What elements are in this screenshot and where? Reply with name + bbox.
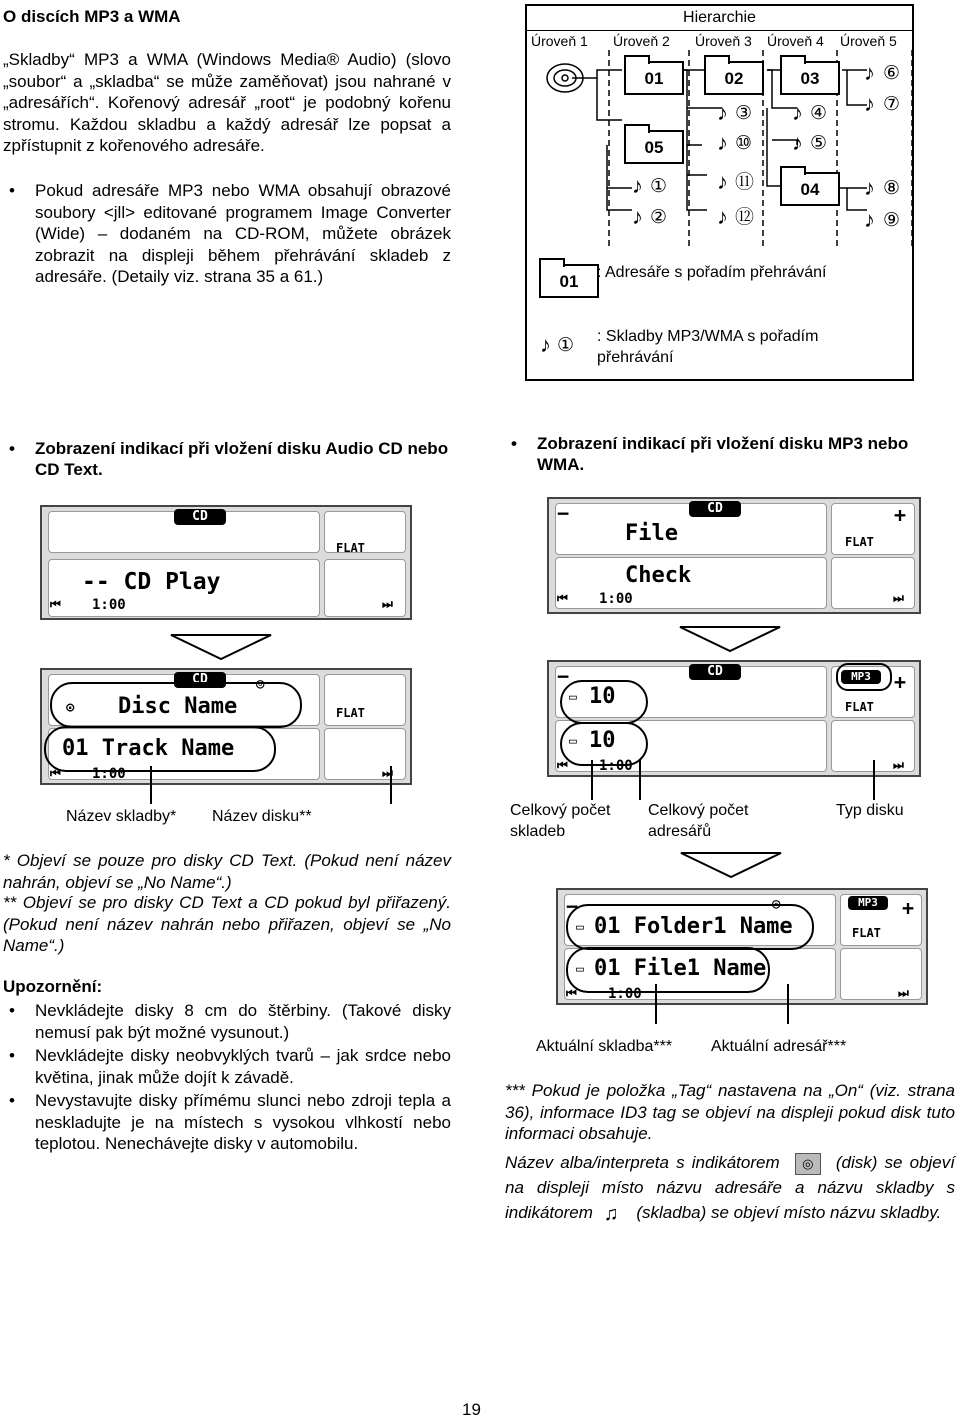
flat-label: FLAT bbox=[852, 926, 881, 940]
music-note-icon: ♪ bbox=[864, 60, 875, 85]
folder-04: 04 bbox=[780, 172, 840, 206]
level-3: Úroveň 3 bbox=[695, 33, 752, 49]
legend-folder-text: : Adresáře s pořadím přehrávání bbox=[597, 264, 827, 281]
callout-lines bbox=[590, 760, 920, 804]
flat-label: FLAT bbox=[845, 535, 874, 549]
image-bullet: • Pokud adresáře MP3 nebo WMA obsahují obrazové soubory <jll> editované programem Image Converter (Wide) – dodaném na CD-ROM, můžete obrázek zobrazit na displeji během přehrávání skladeb z adresáře. (Detaily viz. strana 35 a 61.) bbox=[35, 180, 451, 288]
track-4: ④ bbox=[810, 103, 828, 124]
cd-label: CD bbox=[689, 501, 741, 517]
elapsed-time: 1:00 bbox=[599, 758, 633, 774]
caption-current-track: Aktuální skladba*** bbox=[536, 1038, 673, 1055]
caption-total-tracks: Celkový počet skladeb bbox=[510, 802, 611, 840]
disc-type-highlight bbox=[836, 663, 892, 691]
minus-button: − bbox=[557, 501, 570, 525]
music-note-icon: ♪ bbox=[792, 100, 803, 125]
track-7: ⑦ bbox=[883, 94, 901, 115]
elapsed-time: 1:00 bbox=[92, 766, 126, 782]
legend-track-num: ① bbox=[557, 335, 575, 356]
folder-icon: ▭ bbox=[576, 920, 584, 935]
music-note-icon: ♪ bbox=[632, 173, 643, 198]
elapsed-time: 1:00 bbox=[608, 986, 642, 1002]
track-2: ② bbox=[650, 207, 668, 228]
track-5: ⑤ bbox=[810, 133, 828, 154]
count-highlight bbox=[560, 680, 648, 724]
track-6: ⑥ bbox=[883, 63, 901, 84]
note-track-name: * Objeví se pouze pro disky CD Text. (Pokud není název nahrán, objeví se „No Name“.) bbox=[3, 851, 451, 892]
album-note-middle: (disk) se objeví na displeji místo názvu adresáře a názvu skladby s indikátorem bbox=[505, 1153, 955, 1222]
folder-02: 02 bbox=[704, 61, 764, 95]
warning-title: Upozornění: bbox=[3, 977, 103, 996]
level-4: Úroveň 4 bbox=[767, 33, 824, 49]
disc-indicator-icon: ◎ bbox=[795, 1153, 821, 1175]
minus-button: − bbox=[566, 894, 579, 918]
flat-label: FLAT bbox=[336, 541, 365, 555]
page-title: O discích MP3 a WMA bbox=[3, 7, 181, 26]
track-indicator-icon: ♫ bbox=[603, 1202, 619, 1225]
minus-button: − bbox=[557, 664, 570, 688]
plus-button: + bbox=[902, 896, 915, 920]
hierarchy-title: Hierarchie bbox=[527, 6, 912, 31]
music-note-icon: ♪ bbox=[632, 204, 643, 229]
prev-track-icon: ⏮ bbox=[566, 986, 577, 1000]
legend-track-text: : Skladby MP3/WMA s pořadím přehrávání bbox=[597, 328, 819, 366]
track-name-text: 01 Track Name bbox=[62, 736, 235, 761]
audio-cd-bullet: • Zobrazení indikací při vložení disku Audio CD nebo CD Text. bbox=[35, 438, 455, 480]
warning-item: • Nevystavujte disky přímému slunci nebo zdroji tepla a neskladujte je na místech s vysokou vlhkostí nebo teplotou. Nenechávejte disky v automobilu. bbox=[35, 1090, 451, 1155]
track-11: ⑪ bbox=[735, 172, 755, 193]
disc-name-highlight bbox=[50, 682, 302, 728]
prev-track-icon: ⏮ bbox=[557, 758, 568, 772]
level-2: Úroveň 2 bbox=[613, 33, 670, 49]
check-text: Check bbox=[625, 563, 692, 588]
folder-01: 01 bbox=[624, 61, 684, 95]
flat-label: FLAT bbox=[845, 700, 874, 714]
album-note-start: Název alba/interpreta s indikátorem bbox=[505, 1153, 780, 1172]
album-artist-note bbox=[505, 1150, 955, 1225]
mp3-bullet: • Zobrazení indikací při vložení disku MP3 nebo WMA. bbox=[537, 433, 957, 475]
hierarchy-levels bbox=[527, 30, 912, 52]
down-arrow-icon bbox=[675, 624, 785, 654]
note-disc-name: ** Objeví se pro disky CD Text a CD pokud byl přiřazený. (Pokud není název nahrán nebo přiřazen, objeví se „No Name“.) bbox=[3, 893, 451, 955]
music-note-icon: ♪ bbox=[864, 91, 875, 116]
track-9: ⑨ bbox=[883, 210, 901, 231]
track-12: ⑫ bbox=[735, 207, 755, 228]
cd-play-display bbox=[40, 505, 412, 620]
next-track-icon: ⏭ bbox=[382, 597, 393, 611]
music-note-icon: ♪ bbox=[717, 204, 728, 229]
legend-folder-icon: 01 bbox=[539, 264, 599, 298]
hierarchy-box bbox=[525, 4, 914, 381]
track-10: ⑩ bbox=[735, 133, 753, 154]
prev-track-icon: ⏮ bbox=[50, 766, 61, 780]
folder-icon: ▭ bbox=[569, 690, 577, 705]
music-note-icon: ♪ bbox=[540, 332, 551, 357]
total-tracks-count: 10 bbox=[589, 684, 616, 709]
caption-total-folders: Celkový počet adresářů bbox=[648, 802, 749, 840]
cd-label: CD bbox=[174, 672, 226, 688]
folder-name-highlight bbox=[566, 904, 814, 950]
mp3-label: MP3 bbox=[848, 896, 888, 910]
music-note-icon: ♪ bbox=[864, 207, 875, 232]
next-track-icon: ⏭ bbox=[898, 986, 909, 1000]
caption-disc-type: Typ disku bbox=[836, 802, 904, 819]
warning-item: • Nevkládejte disky neobvyklých tvarů – jak srdce nebo květina, jinak může dojít k závadě. bbox=[35, 1045, 451, 1088]
plus-button: + bbox=[894, 670, 907, 694]
file-check-display bbox=[547, 497, 921, 614]
note-id3-tag: *** Pokud je položka „Tag“ nastavena na „On“ (viz. strana 36), informace ID3 tag se objeví na displeji pokud disk tuto informaci obsahuje. bbox=[505, 1081, 955, 1143]
file-icon: ▭ bbox=[576, 962, 584, 977]
caption-disc-name: Název disku** bbox=[212, 808, 312, 825]
plus-button: + bbox=[894, 503, 907, 527]
music-note-icon: ♪ bbox=[717, 169, 728, 194]
next-track-icon: ⏭ bbox=[893, 591, 904, 605]
disc-icon: ◎ bbox=[256, 676, 265, 692]
disc-name-text: Disc Name bbox=[118, 694, 238, 719]
warning-item: • Nevkládejte disky 8 cm do štěrbiny. (Takové disky nemusí pak být možné vysunout.) bbox=[35, 1000, 451, 1043]
callout-lines bbox=[150, 766, 400, 806]
next-track-icon: ⏭ bbox=[893, 758, 904, 772]
music-note-icon: ♪ bbox=[717, 130, 728, 155]
cd-label: CD bbox=[689, 664, 741, 680]
total-folders-count: 10 bbox=[589, 728, 616, 753]
track-8: ⑧ bbox=[883, 178, 901, 199]
intro-paragraph: „Skladby“ MP3 a WMA (Windows Media® Audio) (slovo „soubor“ a „skladba“ se může zaměňovat) jsou nahrané v „adresářích“. Kořenový adresář „root“ je podobný kořenu stromu. Každou skladbu a každý adresář lze popsat a zpřístupnit z kořenového adresáře. bbox=[3, 50, 451, 155]
album-note-end: (skladba) se objeví místo názvu skladby. bbox=[636, 1203, 942, 1222]
file-text: File bbox=[625, 521, 678, 546]
elapsed-time: 1:00 bbox=[92, 597, 126, 613]
folder-03: 03 bbox=[780, 61, 840, 95]
file-name-text: 01 File1 Name bbox=[594, 956, 767, 981]
file-icon: ▭ bbox=[569, 734, 577, 749]
cd-label: CD bbox=[174, 509, 226, 525]
disc-icon: ⊙ bbox=[66, 700, 75, 716]
cd-play-text: -- CD Play bbox=[82, 569, 221, 595]
music-note-icon: ♪ bbox=[717, 100, 728, 125]
down-arrow-icon bbox=[166, 632, 276, 662]
flat-label: FLAT bbox=[336, 706, 365, 720]
disc-icon: ◎ bbox=[772, 896, 781, 912]
music-note-icon: ♪ bbox=[864, 175, 875, 200]
level-5: Úroveň 5 bbox=[840, 33, 897, 49]
page-number: 19 bbox=[462, 1400, 481, 1419]
callout-lines bbox=[650, 984, 810, 1028]
folder-name-text: 01 Folder1 Name bbox=[594, 914, 793, 939]
track-1: ① bbox=[650, 176, 668, 197]
folder-05: 05 bbox=[624, 130, 684, 164]
mp3-label: MP3 bbox=[841, 670, 881, 684]
level-1: Úroveň 1 bbox=[531, 33, 588, 49]
prev-track-icon: ⏮ bbox=[50, 597, 61, 611]
music-note-icon: ♪ bbox=[792, 130, 803, 155]
next-track-icon: ⏭ bbox=[382, 766, 393, 780]
caption-track-name: Název skladby* bbox=[66, 808, 177, 825]
caption-current-folder: Aktuální adresář*** bbox=[711, 1038, 847, 1055]
prev-track-icon: ⏮ bbox=[557, 591, 568, 605]
down-arrow-icon bbox=[676, 850, 786, 880]
track-3: ③ bbox=[735, 103, 753, 124]
elapsed-time: 1:00 bbox=[599, 591, 633, 607]
